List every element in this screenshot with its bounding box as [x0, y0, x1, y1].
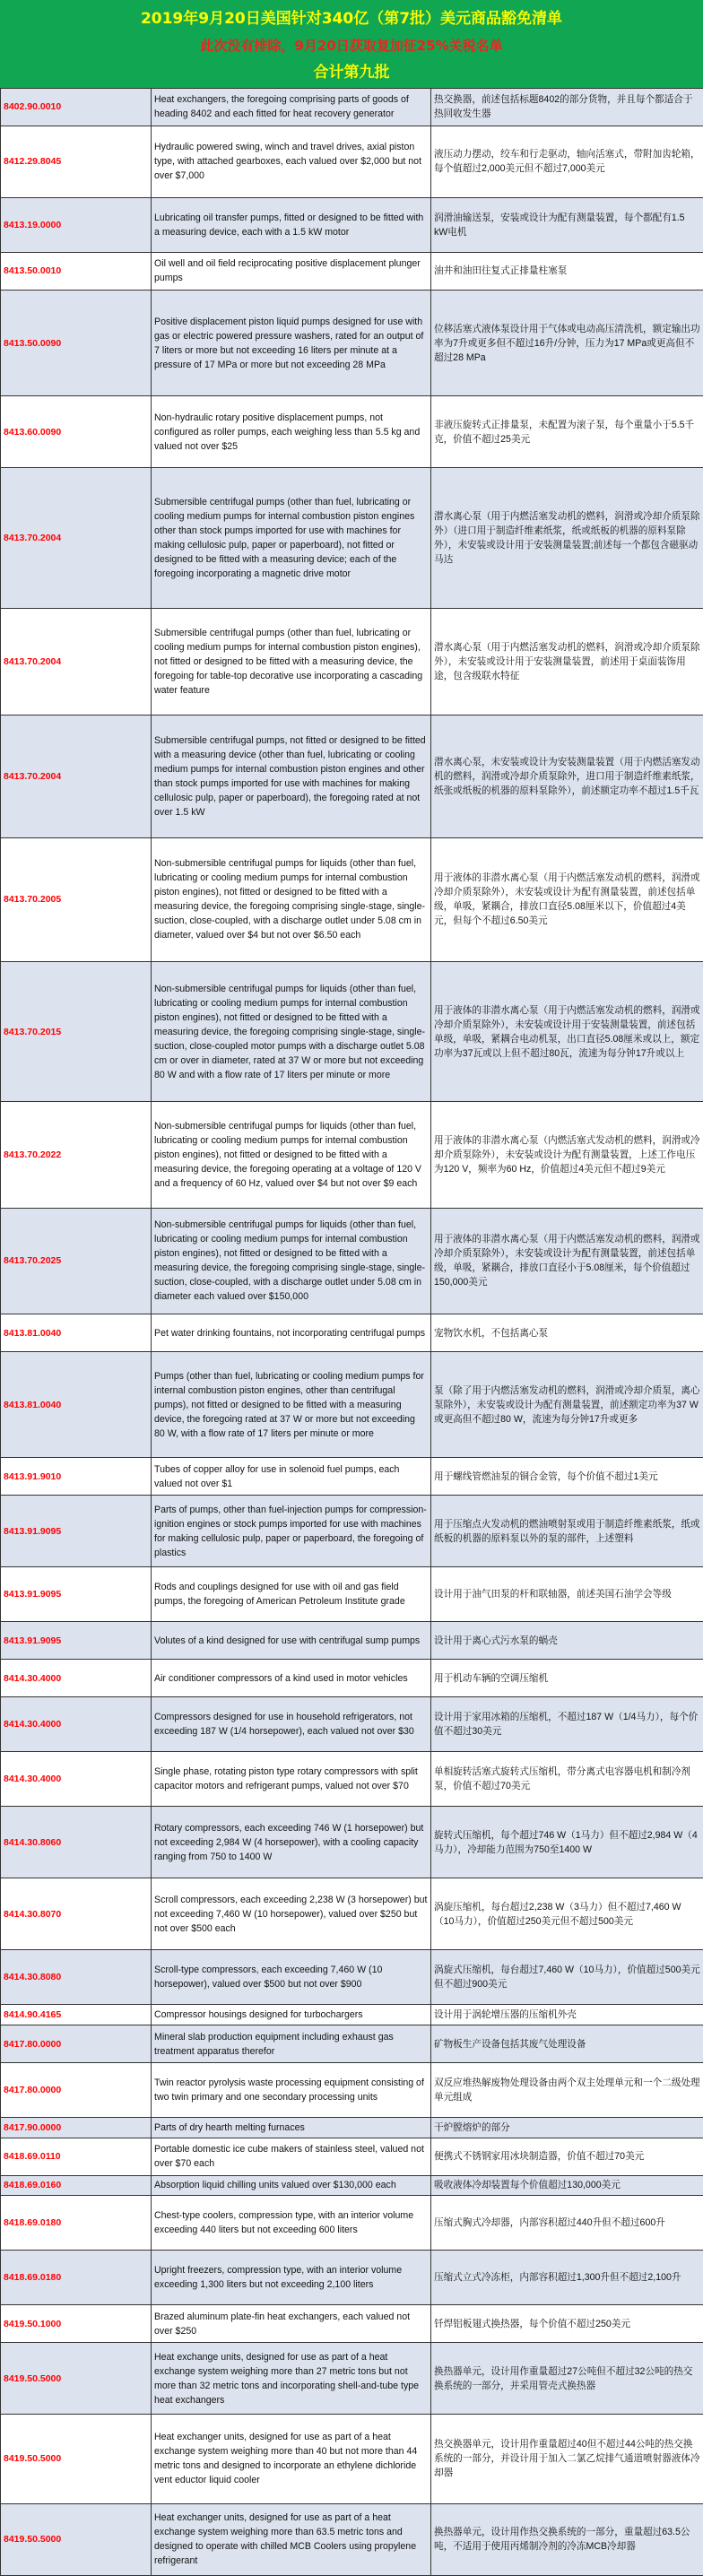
english-description-cell: Air conditioner compressors of a kind used in motor vehicles — [152, 1660, 431, 1697]
hts-code-cell: 8414.30.4000 — [1, 1660, 152, 1697]
english-description-cell: Heat exchangers, the foregoing comprising parts of goods of heading 8402 and each fitted for heat recovery generator — [152, 89, 431, 126]
chinese-description-cell: 非液压旋转式正排量泵，未配置为滚子泵，每个重量小于5.5千克，价值不超过25美元 — [431, 396, 703, 468]
chinese-description-cell: 热交换器，前述包括标题8402的部分货物，并且每个都适合于热回收发生器 — [431, 89, 703, 126]
table-row — [1, 1496, 703, 1567]
chinese-description-cell: 用于压缩点火发动机的燃油喷射泵或用于制造纤维素纸浆，纸或纸板的机器的原料泵以外的泵的部件，上述塑料 — [431, 1496, 703, 1567]
english-description-cell: Pumps (other than fuel, lubricating or cooling medium pumps for internal combustion piston engines, other than centrifugal pumps), not fitted or designed to be fitted with a measuring device, the foregoing rated at 37 W or more but not exceeding 80 W, with a flow rate of 17 liters per minute or more — [152, 1352, 431, 1458]
chinese-description-cell: 压缩式胸式冷却器，内部容积超过440升但不超过600升 — [431, 2196, 703, 2251]
chinese-description-cell: 换热器单元，设计用作重量超过27公吨但不超过32公吨的热交换系统的一部分，并采用管壳式换热器 — [431, 2343, 703, 2415]
table-row — [1, 609, 703, 715]
table-row — [1, 1878, 703, 1950]
table-row — [1, 961, 703, 1102]
chinese-description-cell: 油井和油田往复式正排量柱塞泵 — [431, 253, 703, 291]
header-batch: 合计第九批 — [313, 64, 390, 82]
table-row — [1, 1314, 703, 1352]
hts-code-cell: 8413.70.2004 — [1, 609, 152, 715]
chinese-description-cell: 钎焊铝板翅式换热器，每个价值不超过250美元 — [431, 2305, 703, 2343]
english-description-cell: Compressor housings designed for turbochargers — [152, 2005, 431, 2025]
english-description-cell: Submersible centrifugal pumps (other than fuel, lubricating or cooling medium pumps for internal combustion piston engines other than stock pumps imported for use with machines for making cellulosic pulp, paper or paperboard), not fitted or designed to be fitted with a measuring device; each of the foregoing incorporating a magnetic drive motor — [152, 468, 431, 609]
table-row — [1, 468, 703, 609]
chinese-description-cell: 涡旋式压缩机，每台超过7,460 W（10马力），价值超过500美元但不超过900美元 — [431, 1950, 703, 2005]
hts-code-cell: 8412.29.8045 — [1, 126, 152, 197]
table-row — [1, 1352, 703, 1458]
chinese-description-cell: 设计用于离心式污水泵的蜗壳 — [431, 1622, 703, 1660]
english-description-cell: Hydraulic powered swing, winch and travel drives, axial piston type, with attached gearboxes, each valued over $2,000 but not over $7,000 — [152, 126, 431, 197]
chinese-description-cell: 旋转式压缩机，每个超过746 W（1马力）但不超过2,984 W（4马力），冷却能力范围为750至1400 W — [431, 1807, 703, 1878]
hts-code-cell: 8414.30.4000 — [1, 1697, 152, 1752]
table-row — [1, 1567, 703, 1622]
hts-code-cell: 8413.81.0040 — [1, 1314, 152, 1352]
english-description-cell: Absorption liquid chilling units valued over $130,000 each — [152, 2175, 431, 2196]
english-description-cell: Volutes of a kind designed for use with centrifugal sump pumps — [152, 1622, 431, 1660]
table-row — [1, 126, 703, 197]
chinese-description-cell: 泵（除了用于内燃活塞发动机的燃料，润滑或冷却介质泵，离心泵除外），未安装或设计为配有测量装置，前述额定功率为37 W或更高但不超过80 W，流速为每分钟17升或更多 — [431, 1352, 703, 1458]
english-description-cell: Chest-type coolers, compression type, with an interior volume exceeding 440 liters but not exceeding 600 liters — [152, 2196, 431, 2251]
chinese-description-cell: 单相旋转活塞式旋转式压缩机，带分离式电容器电机和制冷剂泵，价值不超过70美元 — [431, 1752, 703, 1807]
chinese-description-cell: 设计用于油气田泵的杆和联轴器，前述美国石油学会等级 — [431, 1567, 703, 1622]
hts-code-cell: 8413.91.9095 — [1, 1622, 152, 1660]
chinese-description-cell: 设计用于家用冰箱的压缩机，不超过187 W（1/4马力），每个价值不超过30美元 — [431, 1697, 703, 1752]
chinese-description-cell: 潜水离心泵（用于内燃活塞发动机的燃料，润滑或冷却介质泵除外）（进口用于制造纤维素纸浆，纸或纸板的机器的原料泵除外），未安装或设计用于安装测量装置;前述每一个都包含磁驱动马达 — [431, 468, 703, 609]
english-description-cell: Pet water drinking fountains, not incorporating centrifugal pumps — [152, 1314, 431, 1352]
table-row — [1, 2063, 703, 2118]
english-description-cell: Heat exchange units, designed for use as part of a heat exchange system weighing more than 27 metric tons but not more than 32 metric tons and incorporating shell-and-tube type heat exchangers — [152, 2343, 431, 2415]
english-description-cell: Twin reactor pyrolysis waste processing equipment consisting of two twin primary and one secondary processing units — [152, 2063, 431, 2118]
english-description-cell: Rotary compressors, each exceeding 746 W (1 horsepower) but not exceeding 2,984 W (4 horsepower), with a cooling capacity ranging from 750 to 1400 W — [152, 1807, 431, 1878]
table-row — [1, 2503, 703, 2575]
english-description-cell: Upright freezers, compression type, with an interior volume exceeding 1,300 liters but not exceeding 2,100 liters — [152, 2251, 431, 2305]
english-description-cell: Tubes of copper alloy for use in solenoid fuel pumps, each valued not over $1 — [152, 1458, 431, 1496]
hts-code-cell: 8414.30.8080 — [1, 1950, 152, 2005]
english-description-cell: Non-submersible centrifugal pumps for liquids (other than fuel, lubricating or cooling medium pumps for internal combustion piston engines), not fitted or designed to be fitted with a measuring device, the foregoing operating at a voltage of 120 V and a frequency of 60 Hz, valued over $4 but not over $9 each — [152, 1102, 431, 1208]
chinese-description-cell: 用于液体的非潜水离心泵（用于内燃活塞发动机的燃料，润滑或冷却介质泵除外），未安装或设计为配有测量装置，前述包括单级，单吸，紧耦合，排放口直径小于5.08厘米，每个价值超过150,000美元 — [431, 1208, 703, 1314]
hts-code-cell: 8419.50.5000 — [1, 2415, 152, 2503]
table-row — [1, 2025, 703, 2063]
chinese-description-cell: 设计用于涡轮增压器的压缩机外壳 — [431, 2005, 703, 2025]
table-row — [1, 1752, 703, 1807]
table-row — [1, 1458, 703, 1496]
hts-code-cell: 8413.70.2005 — [1, 838, 152, 962]
hts-code-cell: 8414.30.8070 — [1, 1878, 152, 1950]
table-row — [1, 396, 703, 468]
chinese-description-cell: 潜水离心泵（用于内燃活塞发动机的燃料，润滑或冷却介质泵除外），未安装或设计用于安装测量装置，前述用于桌面装饰用途，包含级联水特征 — [431, 609, 703, 715]
hts-code-cell: 8417.80.0000 — [1, 2025, 152, 2063]
hts-code-cell: 8418.69.0160 — [1, 2175, 152, 2196]
english-description-cell: Portable domestic ice cube makers of stainless steel, valued not over $70 each — [152, 2138, 431, 2175]
chinese-description-cell: 潜水离心泵，未安装或设计为安装测量装置（用于内燃活塞发动机的燃料，润滑或冷却介质泵除外，进口用于制造纤维素纸浆，纸张或纸板的机器的原料泵除外），前述额定功率不超过1.5千瓦 — [431, 715, 703, 838]
hts-code-cell: 8417.80.0000 — [1, 2063, 152, 2118]
hts-code-cell: 8414.30.4000 — [1, 1752, 152, 1807]
table-row — [1, 1102, 703, 1208]
chinese-description-cell: 用于螺线管燃油泵的铜合金管，每个价值不超过1美元 — [431, 1458, 703, 1496]
english-description-cell: Heat exchanger units, designed for use as part of a heat exchange system weighing more than 63.5 metric tons and designed to operate with chilled MCB Coolers using propylene refrigerant — [152, 2503, 431, 2575]
chinese-description-cell: 便携式不锈钢家用冰块制造器，价值不超过70美元 — [431, 2138, 703, 2175]
table-row — [1, 290, 703, 395]
hts-code-cell: 8413.70.2015 — [1, 961, 152, 1102]
english-description-cell: Rods and couplings designed for use with oil and gas field pumps, the foregoing of American Petroleum Institute grade — [152, 1567, 431, 1622]
english-description-cell: Mineral slab production equipment including exhaust gas treatment apparatus therefor — [152, 2025, 431, 2063]
english-description-cell: Scroll-type compressors, each exceeding 7,460 W (10 horsepower), valued over $500 but not over $900 — [152, 1950, 431, 2005]
hts-code-cell: 8414.30.8060 — [1, 1807, 152, 1878]
english-description-cell: Parts of pumps, other than fuel-injection pumps for compression-ignition engines or stock pumps imported for use with machines for making cellulosic pulp, paper or paperboard, the foregoing of plastics — [152, 1496, 431, 1567]
table-row — [1, 1622, 703, 1660]
hts-code-cell: 8413.91.9010 — [1, 1458, 152, 1496]
english-description-cell: Parts of dry hearth melting furnaces — [152, 2118, 431, 2138]
english-description-cell: Non-submersible centrifugal pumps for liquids (other than fuel, lubricating or cooling medium pumps for internal combustion piston engines), not fitted or designed to be fitted with a measuring device, the foregoing comprising single-stage, single-suction, close-coupled motor pumps with a discharge outlet 5.08 cm or over in diameter, rated at 37 W or more but not exceeding 80 W and with a flow rate of 17 liters per minute or more — [152, 961, 431, 1102]
chinese-description-cell: 干炉膛熔炉的部分 — [431, 2118, 703, 2138]
table-row — [1, 1950, 703, 2005]
hts-code-cell: 8413.70.2004 — [1, 468, 152, 609]
english-description-cell: Single phase, rotating piston type rotary compressors with split capacitor motors and refrigerant pumps, valued not over $70 — [152, 1752, 431, 1807]
table-row — [1, 2175, 703, 2196]
hts-code-cell: 8402.90.0010 — [1, 89, 152, 126]
chinese-description-cell: 润滑油输送泵，安装或设计为配有测量装置，每个都配有1.5 kW电机 — [431, 198, 703, 253]
exemption-table — [0, 88, 703, 2576]
table-row — [1, 1807, 703, 1878]
header-title: 2019年9月20日美国针对340亿（第7批）美元商品豁免清单 — [140, 10, 563, 28]
table-row — [1, 253, 703, 291]
table-row — [1, 198, 703, 253]
english-description-cell: Scroll compressors, each exceeding 2,238 W (3 horsepower) but not exceeding 7,460 W (10 horsepower), valued over $250 but not over $500 each — [152, 1878, 431, 1950]
table-row — [1, 2343, 703, 2415]
table-row — [1, 2251, 703, 2305]
english-description-cell: Submersible centrifugal pumps, not fitted or designed to be fitted with a measuring device (other than fuel, lubricating or cooling medium pumps for internal combustion piston engines and other than stock pumps imported for use with machines for making cellulosic pulp, paper or paperboard), the foregoing rated at not over 1.5 kW — [152, 715, 431, 838]
chinese-description-cell: 热交换器单元，设计用作重量超过40但不超过44公吨的热交换系统的一部分，并设计用于加入二氯乙烷排气通道喷射器液体冷却器 — [431, 2415, 703, 2503]
table-body — [1, 89, 703, 2576]
hts-code-cell: 8413.91.9095 — [1, 1496, 152, 1567]
chinese-description-cell: 压缩式立式冷冻柜，内部容积超过1,300升但不超过2,100升 — [431, 2251, 703, 2305]
hts-code-cell: 8414.90.4165 — [1, 2005, 152, 2025]
hts-code-cell: 8418.69.0180 — [1, 2196, 152, 2251]
english-description-cell: Compressors designed for use in household refrigerators, not exceeding 187 W (1/4 horsepower), each valued not over $30 — [152, 1697, 431, 1752]
english-description-cell: Brazed aluminum plate-fin heat exchangers, each valued not over $250 — [152, 2305, 431, 2343]
table-row — [1, 2305, 703, 2343]
table-row — [1, 2138, 703, 2175]
hts-code-cell: 8419.50.5000 — [1, 2503, 152, 2575]
chinese-description-cell: 用于液体的非潜水离心泵（用于内燃活塞发动机的燃料，润滑或冷却介质泵除外），未安装或设计为配有测量装置，前述包括单级，单吸，紧耦合，排放口直径5.08厘米以下，价值超过4美元，但每个不超过6.50美元 — [431, 838, 703, 962]
table-row — [1, 2118, 703, 2138]
english-description-cell: Non-hydraulic rotary positive displacement pumps, not configured as roller pumps, each weighing less than 5.5 kg and valued not over $25 — [152, 396, 431, 468]
header-subtitle: 此次没有排除，9月20日获取复加征25%关税名单 — [200, 38, 503, 54]
chinese-description-cell: 用于液体的非潜水离心泵（用于内燃活塞发动机的燃料，润滑或冷却介质泵除外），未安装或设计用于安装测量装置，前述包括单级，单吸，紧耦合电动机泵，出口直径5.08厘米或以上，额定功率为37瓦或以上但不超过80瓦，流速为每分钟17升或以上 — [431, 961, 703, 1102]
chinese-description-cell: 双反应堆热解废物处理设备由两个双主处理单元和一个二级处理单元组成 — [431, 2063, 703, 2118]
hts-code-cell: 8413.19.0000 — [1, 198, 152, 253]
chinese-description-cell: 用于液体的非潜水离心泵（内燃活塞式发动机的燃料，润滑或冷却介质泵除外），未安装或设计为配有测量装置，上述工作电压为120 V，频率为60 Hz，价值超过4美元但不超过9美元 — [431, 1102, 703, 1208]
page-header — [0, 0, 703, 88]
hts-code-cell: 8418.69.0110 — [1, 2138, 152, 2175]
hts-code-cell: 8413.70.2022 — [1, 1102, 152, 1208]
table-row — [1, 89, 703, 126]
chinese-description-cell: 吸收液体冷却装置每个价值超过130,000美元 — [431, 2175, 703, 2196]
table-row — [1, 1660, 703, 1697]
hts-code-cell: 8413.81.0040 — [1, 1352, 152, 1458]
chinese-description-cell: 液压动力摆动，绞车和行走驱动，轴向活塞式，带附加齿轮箱，每个值超过2,000美元但不超过7,000美元 — [431, 126, 703, 197]
hts-code-cell: 8418.69.0180 — [1, 2251, 152, 2305]
table-row — [1, 1208, 703, 1314]
chinese-description-cell: 位移活塞式液体泵设计用于气体或电动高压清洗机，额定输出功率为7升或更多但不超过16升/分钟，压力为17 MPa或更高但不超过28 MPa — [431, 290, 703, 395]
hts-code-cell: 8413.70.2025 — [1, 1208, 152, 1314]
english-description-cell: Lubricating oil transfer pumps, fitted or designed to be fitted with a measuring device, each with a 1.5 kW motor — [152, 198, 431, 253]
english-description-cell: Submersible centrifugal pumps (other than fuel, lubricating or cooling medium pumps for internal combustion piston engines), not fitted or designed to be fitted with a measuring device, the foregoing for table-top decorative use incorporating a cascading water feature — [152, 609, 431, 715]
chinese-description-cell: 矿物板生产设备包括其废气处理设备 — [431, 2025, 703, 2063]
hts-code-cell: 8413.60.0090 — [1, 396, 152, 468]
table-row — [1, 838, 703, 962]
table-row — [1, 1697, 703, 1752]
english-description-cell: Non-submersible centrifugal pumps for liquids (other than fuel, lubricating or cooling medium pumps for internal combustion piston engines), not fitted or designed to be fitted with a measuring device, the foregoing comprising single-stage, single-suction, close-coupled, with a discharge outlet under 5.08 cm in diameter each valued over $150,000 — [152, 1208, 431, 1314]
chinese-description-cell: 用于机动车辆的空调压缩机 — [431, 1660, 703, 1697]
chinese-description-cell: 宠物饮水机，不包括离心泵 — [431, 1314, 703, 1352]
table-row — [1, 2005, 703, 2025]
hts-code-cell: 8413.50.0090 — [1, 290, 152, 395]
table-row — [1, 715, 703, 838]
english-description-cell: Heat exchanger units, designed for use as part of a heat exchange system weighing more than 40 but not more than 44 metric tons and designed to incorporate an ethylene dichloride vent eductor liquid cooler — [152, 2415, 431, 2503]
english-description-cell: Oil well and oil field reciprocating positive displacement plunger pumps — [152, 253, 431, 291]
hts-code-cell: 8413.70.2004 — [1, 715, 152, 838]
table-row — [1, 2415, 703, 2503]
english-description-cell: Non-submersible centrifugal pumps for liquids (other than fuel, lubricating or cooling medium pumps for internal combustion piston engines), not fitted or designed to be fitted with a measuring device, the foregoing comprising single-stage, single-suction, close-coupled, with a discharge outlet under 5.08 cm in diameter, valued over $4 but not over $6.50 each — [152, 838, 431, 962]
hts-code-cell: 8413.91.9095 — [1, 1567, 152, 1622]
hts-code-cell: 8419.50.5000 — [1, 2343, 152, 2415]
english-description-cell: Positive displacement piston liquid pumps designed for use with gas or electric powered pressure washers, rated for an output of 7 liters or more but not exceeding 16 liters per minute at a pressure of 17 MPa or more but not exceeding 28 MPa — [152, 290, 431, 395]
hts-code-cell: 8419.50.1000 — [1, 2305, 152, 2343]
chinese-description-cell: 涡旋压缩机，每台超过2,238 W（3马力）但不超过7,460 W（10马力），价值超过250美元但不超过500美元 — [431, 1878, 703, 1950]
hts-code-cell: 8417.90.0000 — [1, 2118, 152, 2138]
table-row — [1, 2196, 703, 2251]
hts-code-cell: 8413.50.0010 — [1, 253, 152, 291]
chinese-description-cell: 换热器单元，设计用作热交换系统的一部分，重量超过63.5公吨，不适用于使用丙烯制冷剂的冷冻MCB冷却器 — [431, 2503, 703, 2575]
